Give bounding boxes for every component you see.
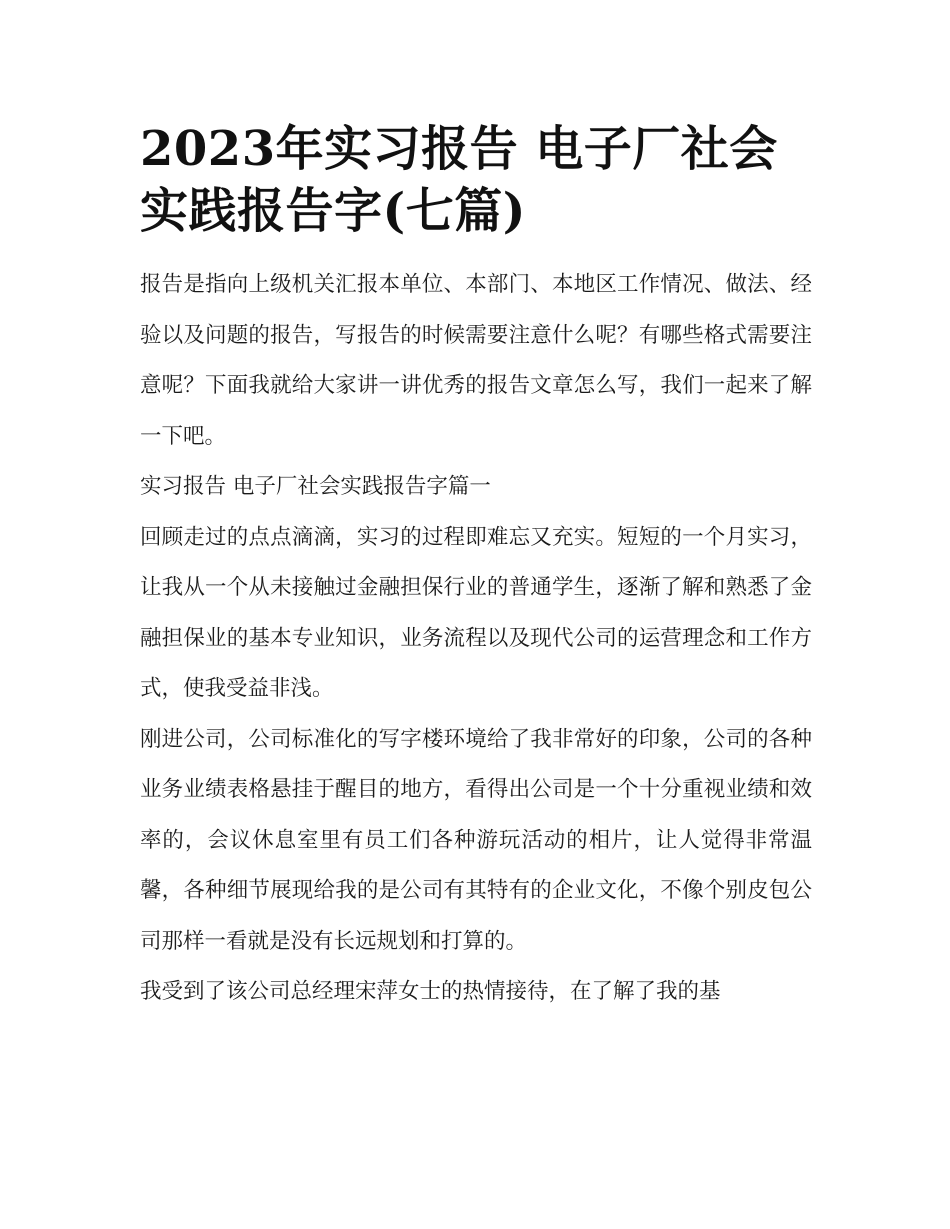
body-paragraph: 刚进公司，公司标准化的写字楼环境给了我非常好的印象，公司的各种业务业绩表格悬挂于醒目的地方，看得出公司是一个十分重视业绩和效率的，会议休息室里有员工们各种游玩活动的相片，让人觉得非常温馨，各种细节展现给我的是公司有其特有的企业文化，不像个别皮包公司那样一看就是没有长远规划和打算的。: [140, 726, 812, 954]
body-paragraph: 回顾走过的点点滴滴，实习的过程即难忘又充实。短短的一个月实习，让我从一个从未接触过金融担保行业的普通学生，逐渐了解和熟悉了金融担保业的基本专业知识，业务流程以及现代公司的运营理念和工作方式，使我受益非浅。: [140, 524, 812, 701]
title-year: 2023: [140, 121, 276, 177]
intro-paragraph: 报告是指向上级机关汇报本单位、本部门、本地区工作情况、做法、经验以及问题的报告，写报告的时候需要注意什么呢？有哪些格式需要注意呢？下面我就给大家讲一讲优秀的报告文章怎么写，我们一起来了解一下吧。: [140, 272, 812, 449]
document-body: [140, 260, 812, 1018]
body-paragraph: 我受到了该公司总经理宋萍女士的热情接待，在了解了我的基: [140, 979, 721, 1004]
title-text: 年实习报告 电子厂社会实践报告字(七篇): [140, 121, 778, 239]
document-title: [140, 118, 812, 242]
section-heading: 实习报告 电子厂社会实践报告字篇一: [140, 474, 491, 499]
document-content: [140, 118, 812, 1018]
